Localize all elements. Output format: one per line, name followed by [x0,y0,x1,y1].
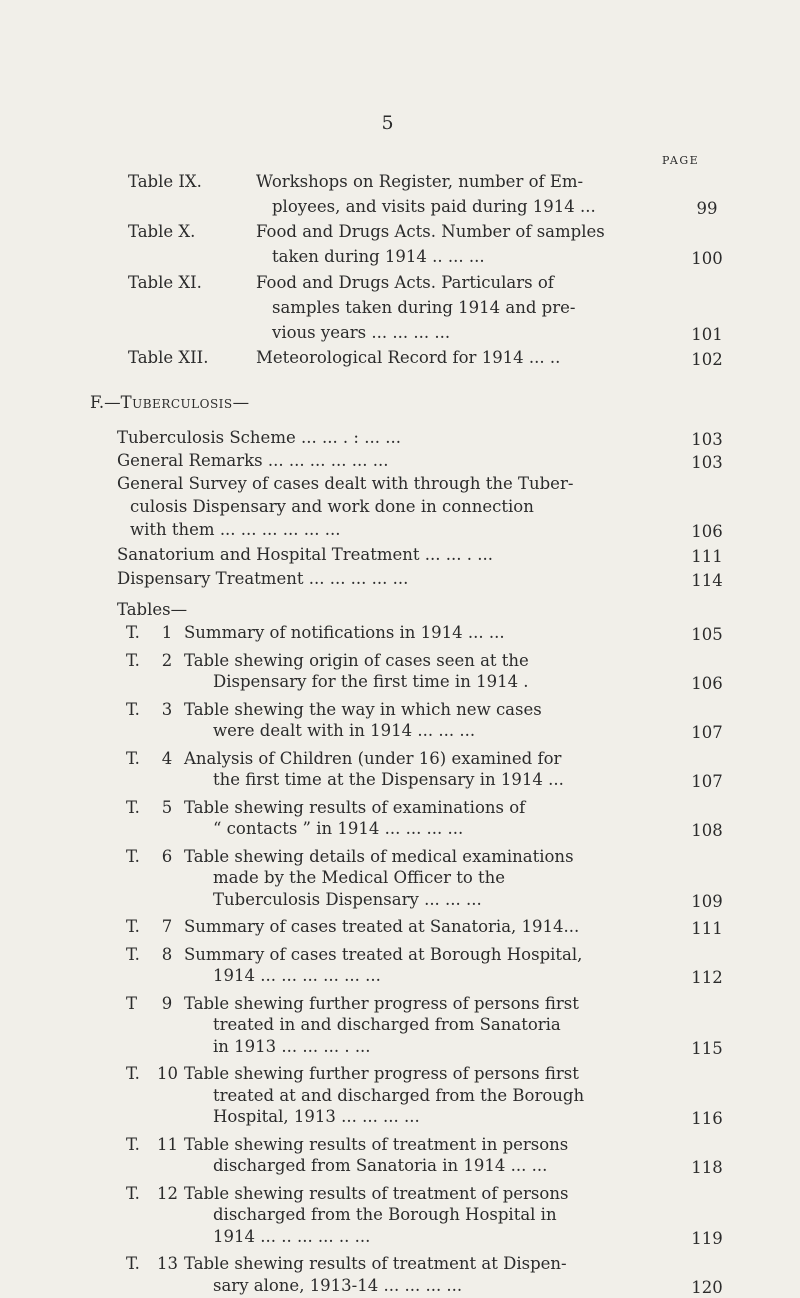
subtable-line: the first time at the Dispensary in 1914 ... [213,770,564,789]
subtable-line: Hospital, 1913 ... ... ... ... [213,1107,420,1126]
page-ref: 120 [691,1277,723,1297]
table-desc-line: Food and Drugs Acts. Number of samples [256,222,605,241]
page-column-header: PAGE [662,154,700,167]
subtable-number: 4 [161,748,173,768]
subtable-number: 12 [157,1183,178,1203]
subtable-line: “ contacts ” in 1914 ... ... ... ... [213,819,464,838]
table-label: Table X. [128,222,196,241]
subtable-prefix: T. [126,1064,140,1083]
page-ref: 103 [691,430,723,449]
section-prefix: F.— [90,393,121,412]
subtable-line: Table shewing results of treatment at Dispen- [184,1254,567,1273]
entry-line: Tuberculosis Scheme ... ... . : ... ... [117,428,401,447]
table-desc-line: taken during 1914 .. ... ... [272,247,485,266]
subtable-number: 10 [157,1064,178,1083]
entry-line: Sanatorium and Hospital Treatment ... ... . ... [117,545,493,564]
subtable-prefix: T. [126,650,140,670]
subtable-line: discharged from the Borough Hospital in [213,1205,557,1224]
table-desc-line: Meteorological Record for 1914 ... .. [256,348,561,367]
table-desc-line: samples taken during 1914 and pre- [272,298,576,317]
page-ref: 116 [691,1109,723,1128]
subtable-prefix: T. [126,623,140,642]
subtable-prefix: T. [126,917,140,936]
subtable-number: 5 [161,797,173,817]
subtable-number: 11 [157,1134,178,1154]
page-ref: 105 [691,625,723,644]
subtable-line: treated in and discharged from Sanatoria [213,1015,561,1034]
page-number: 5 [381,112,394,134]
page-ref: 108 [691,821,723,840]
table-label: Table XI. [128,273,202,292]
entry-line: General Survey of cases dealt with through the Tuber- [117,474,574,493]
entry-line: with them ... ... ... ... ... ... [130,520,341,539]
subtable-line: 1914 ... ... ... ... ... ... [213,966,381,985]
page-ref: 103 [691,453,723,472]
page-ref: 106 [691,674,723,693]
page-ref: 118 [691,1158,723,1177]
entry-line: General Remarks ... ... ... ... ... ... [117,451,389,470]
subtable-prefix: T. [126,797,140,817]
page-ref: 100 [691,249,723,268]
tables-label: Tables— [117,600,188,619]
page-ref: 109 [691,891,723,911]
subtable-prefix: T. [126,1254,140,1273]
table-desc-line: ployees, and visits paid during 1914 ... [272,197,596,216]
subtable-line: Analysis of Children (under 16) examined for [184,748,562,768]
page-ref: 111 [691,919,723,938]
subtable-line: Summary of cases treated at Sanatoria, 1914... [184,917,580,936]
subtable-line: Table shewing results of examinations of [184,797,526,817]
table-label: Table IX. [128,172,202,191]
subtable-number: 9 [161,993,173,1013]
subtable-prefix: T. [126,1134,140,1154]
page-ref: 111 [691,547,723,566]
subtable-line: sary alone, 1913-14 ... ... ... ... [213,1275,463,1295]
subtable-number: 7 [161,917,173,936]
subtable-prefix: T. [126,1183,140,1203]
entry-line: culosis Dispensary and work done in connection [130,497,534,516]
subtable-line: Table shewing results of treatment in persons [184,1134,569,1154]
page-ref: 101 [691,325,723,344]
subtable-number: 3 [161,699,173,719]
subtable-line: Table shewing details of medical examinations [184,846,574,866]
subtable-prefix: T. [126,944,140,964]
subtable-line: were dealt with in 1914 ... ... ... [213,721,476,740]
subtable-number: 2 [161,650,173,670]
subtable-number: 8 [161,944,173,964]
subtable-number: 1 [161,623,173,642]
page-ref: 106 [691,522,723,541]
subtable-line: Tuberculosis Dispensary ... ... ... [213,889,482,909]
table-desc-line: vious years ... ... ... ... [272,323,451,342]
subtable-prefix: T. [126,846,140,866]
subtable-line: Table shewing the way in which new cases [184,699,542,719]
table-desc-line: Workshops on Register, number of Em- [256,172,584,191]
page-ref: 115 [691,1038,723,1058]
subtable-line: Summary of notifications in 1914 ... ... [184,623,505,642]
section-heading [90,393,250,413]
subtable-number: 6 [161,846,173,866]
page-ref: 102 [691,350,723,369]
subtable-line: Table shewing further progress of persons first [184,1064,579,1083]
subtable-line: Table shewing further progress of persons first [184,993,579,1013]
subtable-prefix: T. [126,748,140,768]
subtable-prefix: T [126,993,138,1013]
page-ref: 107 [691,772,723,791]
page-ref: 99 [696,199,718,218]
section-title: Tuberculosis— [120,393,250,412]
subtable-line: discharged from Sanatoria in 1914 ... ... [213,1156,548,1175]
subtable-number: 13 [157,1254,178,1273]
page-ref: 107 [691,723,723,742]
table-desc-line: Food and Drugs Acts. Particulars of [256,273,554,292]
subtable-line: treated at and discharged from the Borough [213,1085,585,1105]
page-ref: 119 [691,1228,723,1248]
subtable-line: Summary of cases treated at Borough Hospital, [184,944,583,964]
subtable-prefix: T. [126,699,140,719]
subtable-line: Table shewing results of treatment of persons [184,1183,569,1203]
table-label: Table XII. [128,348,209,367]
subtable-line: Dispensary for the first time in 1914 . [213,672,529,691]
subtable-line: Table shewing origin of cases seen at the [184,650,529,670]
page-ref: 112 [691,968,723,987]
page-ref: 114 [691,571,723,590]
entry-line: Dispensary Treatment ... ... ... ... ... [117,569,409,588]
subtable-line: 1914 ... .. ... ... .. ... [213,1226,371,1246]
subtable-line: made by the Medical Officer to the [213,868,506,887]
subtable-line: in 1913 ... ... ... . ... [213,1036,371,1056]
